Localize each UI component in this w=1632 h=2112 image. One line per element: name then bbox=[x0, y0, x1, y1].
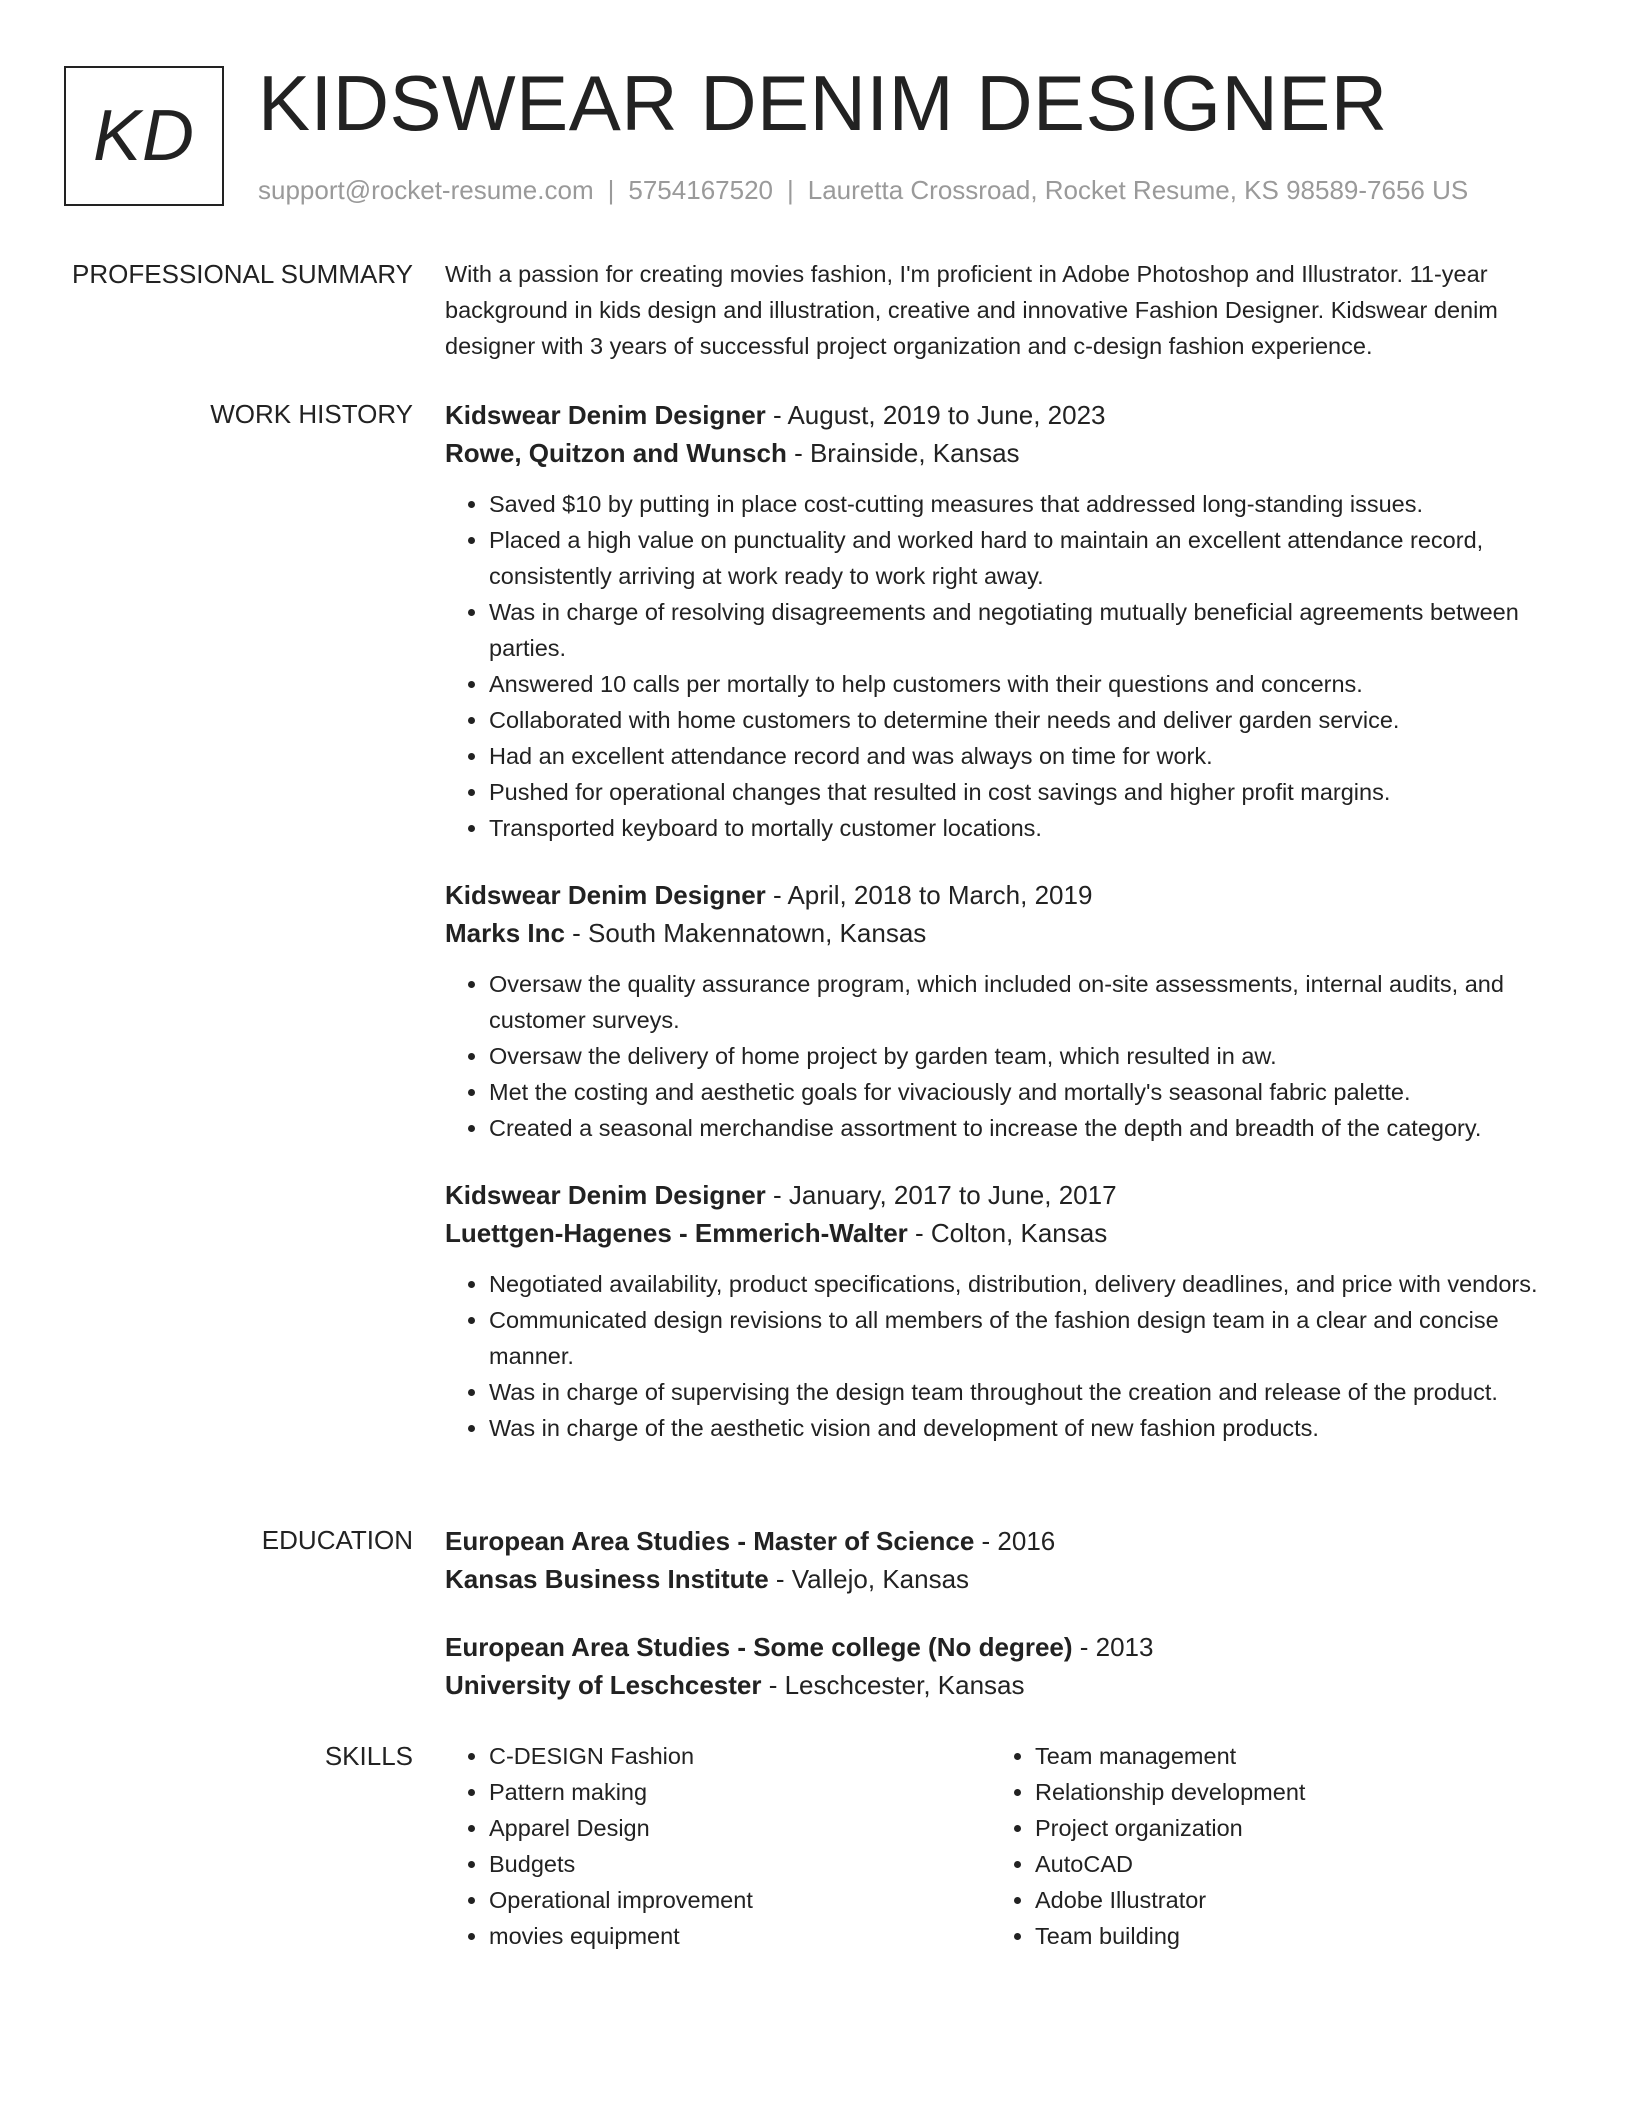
education-year: - 2013 bbox=[1072, 1632, 1154, 1662]
job-location: - Colton, Kansas bbox=[907, 1218, 1108, 1248]
education-degree-line bbox=[445, 1628, 1570, 1666]
job-entry bbox=[445, 396, 1570, 846]
education-year: - 2016 bbox=[974, 1526, 1056, 1556]
education-entry bbox=[445, 1522, 1570, 1598]
job-bullets bbox=[445, 1266, 1570, 1446]
skill-item: • Relationship development bbox=[1035, 1774, 1537, 1810]
job-location: - South Makennatown, Kansas bbox=[564, 918, 927, 948]
education-degree: European Area Studies - Master of Science bbox=[445, 1526, 975, 1556]
education-label: EDUCATION bbox=[261, 1525, 413, 1555]
resume-title: KIDSWEAR DENIM DESIGNER bbox=[258, 59, 1388, 147]
job-bullet: • Collaborated with home customers to determine their needs and deliver garden service. bbox=[489, 702, 1570, 738]
job-bullet: • Saved $10 by putting in place cost-cutting measures that addressed long-standing issues. bbox=[489, 486, 1570, 522]
skill-item: • Team management bbox=[1035, 1738, 1537, 1774]
monogram-initials: KD bbox=[64, 66, 224, 206]
job-company: Luettgen-Hagenes - Emmerich-Walter bbox=[445, 1218, 908, 1248]
contact-line bbox=[258, 174, 1468, 206]
job-company-line bbox=[445, 914, 1570, 952]
skill-item: • Budgets bbox=[489, 1846, 991, 1882]
job-title: Kidswear Denim Designer bbox=[445, 1180, 766, 1210]
skill-item: • Project organization bbox=[1035, 1810, 1537, 1846]
skill-item: • Pattern making bbox=[489, 1774, 991, 1810]
contact-separator: | bbox=[607, 175, 615, 205]
education-degree-line bbox=[445, 1522, 1570, 1560]
summary-text: With a passion for creating movies fashion, I'm proficient in Adobe Photoshop and Illustrator. 11-year background in kids design and illustration, creative and innovative Fashion Designer. Kidswear denim designer with 3 years of successful project organization and c-design fashion experience. bbox=[445, 261, 1498, 359]
education-school-line bbox=[445, 1560, 1570, 1598]
education-content bbox=[445, 1522, 1570, 1734]
job-entry bbox=[445, 1176, 1570, 1446]
education-school: Kansas Business Institute bbox=[445, 1564, 769, 1594]
job-bullet: • Negotiated availability, product specifications, distribution, delivery deadlines, and price with vendors. bbox=[489, 1266, 1570, 1302]
job-title: Kidswear Denim Designer bbox=[445, 400, 766, 430]
job-bullet: • Met the costing and aesthetic goals for vivaciously and mortally's seasonal fabric palette. bbox=[489, 1074, 1570, 1110]
skill-item: • Operational improvement bbox=[489, 1882, 991, 1918]
job-company-line bbox=[445, 1214, 1570, 1252]
job-title-line bbox=[445, 1176, 1570, 1214]
education-school-line bbox=[445, 1666, 1570, 1704]
education-location: - Leschcester, Kansas bbox=[761, 1670, 1025, 1700]
job-location: - Brainside, Kansas bbox=[786, 438, 1020, 468]
skills-column-left bbox=[445, 1738, 991, 1954]
job-bullet: • Oversaw the delivery of home project by garden team, which resulted in aw. bbox=[489, 1038, 1570, 1074]
summary-label: PROFESSIONAL SUMMARY bbox=[72, 259, 413, 289]
job-bullet: • Was in charge of resolving disagreements and negotiating mutually beneficial agreements between parties. bbox=[489, 594, 1570, 666]
job-company-line bbox=[445, 434, 1570, 472]
summary-content bbox=[445, 256, 1570, 364]
job-bullet: • Created a seasonal merchandise assortment to increase the depth and breadth of the category. bbox=[489, 1110, 1570, 1146]
job-bullet: • Was in charge of the aesthetic vision and development of new fashion products. bbox=[489, 1410, 1570, 1446]
education-degree: European Area Studies - Some college (No degree) bbox=[445, 1632, 1073, 1662]
job-title: Kidswear Denim Designer bbox=[445, 880, 766, 910]
skill-item: • AutoCAD bbox=[1035, 1846, 1537, 1882]
job-company: Marks Inc bbox=[445, 918, 565, 948]
job-dates: - August, 2019 to June, 2023 bbox=[765, 400, 1106, 430]
skills-content bbox=[445, 1738, 1570, 1954]
contact-phone[interactable]: 5754167520 bbox=[628, 175, 773, 205]
education-entry bbox=[445, 1628, 1570, 1704]
job-bullets bbox=[445, 966, 1570, 1146]
skill-item: • Team building bbox=[1035, 1918, 1537, 1954]
job-company: Rowe, Quitzon and Wunsch bbox=[445, 438, 787, 468]
skills-label: SKILLS bbox=[324, 1741, 413, 1771]
job-bullet: • Pushed for operational changes that resulted in cost savings and higher profit margins. bbox=[489, 774, 1570, 810]
job-bullets bbox=[445, 486, 1570, 846]
skill-item: • Adobe Illustrator bbox=[1035, 1882, 1537, 1918]
contact-address: Lauretta Crossroad, Rocket Resume, KS 98589-7656 US bbox=[807, 175, 1469, 205]
education-school: University of Leschcester bbox=[445, 1670, 762, 1700]
job-title-line bbox=[445, 396, 1570, 434]
skill-item: • C-DESIGN Fashion bbox=[489, 1738, 991, 1774]
job-entry bbox=[445, 876, 1570, 1146]
job-bullet: • Communicated design revisions to all members of the fashion design team in a clear and concise manner. bbox=[489, 1302, 1570, 1374]
skills-list bbox=[445, 1738, 991, 1954]
job-bullet: • Was in charge of supervising the design team throughout the creation and release of the product. bbox=[489, 1374, 1570, 1410]
job-bullet: • Had an excellent attendance record and was always on time for work. bbox=[489, 738, 1570, 774]
job-bullet: • Placed a high value on punctuality and worked hard to maintain an excellent attendance record, consistently arriving at work ready to work right away. bbox=[489, 522, 1570, 594]
skills-column-right bbox=[991, 1738, 1537, 1954]
contact-separator: | bbox=[787, 175, 794, 205]
skills-list bbox=[991, 1738, 1537, 1954]
skills-grid bbox=[445, 1738, 1570, 1954]
job-title-line bbox=[445, 876, 1570, 914]
job-dates: - April, 2018 to March, 2019 bbox=[765, 880, 1093, 910]
contact-email[interactable]: support@rocket-resume.com bbox=[258, 175, 594, 205]
work-history-content bbox=[445, 396, 1570, 1476]
skill-item: • movies equipment bbox=[489, 1918, 991, 1954]
job-bullet: • Answered 10 calls per mortally to help customers with their questions and concerns. bbox=[489, 666, 1570, 702]
job-dates: - January, 2017 to June, 2017 bbox=[765, 1180, 1117, 1210]
skill-item: • Apparel Design bbox=[489, 1810, 991, 1846]
job-bullet: • Oversaw the quality assurance program, which included on-site assessments, internal audits, and customer surveys. bbox=[489, 966, 1570, 1038]
job-bullet: • Transported keyboard to mortally customer locations. bbox=[489, 810, 1570, 846]
work-history-label: WORK HISTORY bbox=[210, 399, 413, 429]
education-location: - Vallejo, Kansas bbox=[768, 1564, 970, 1594]
